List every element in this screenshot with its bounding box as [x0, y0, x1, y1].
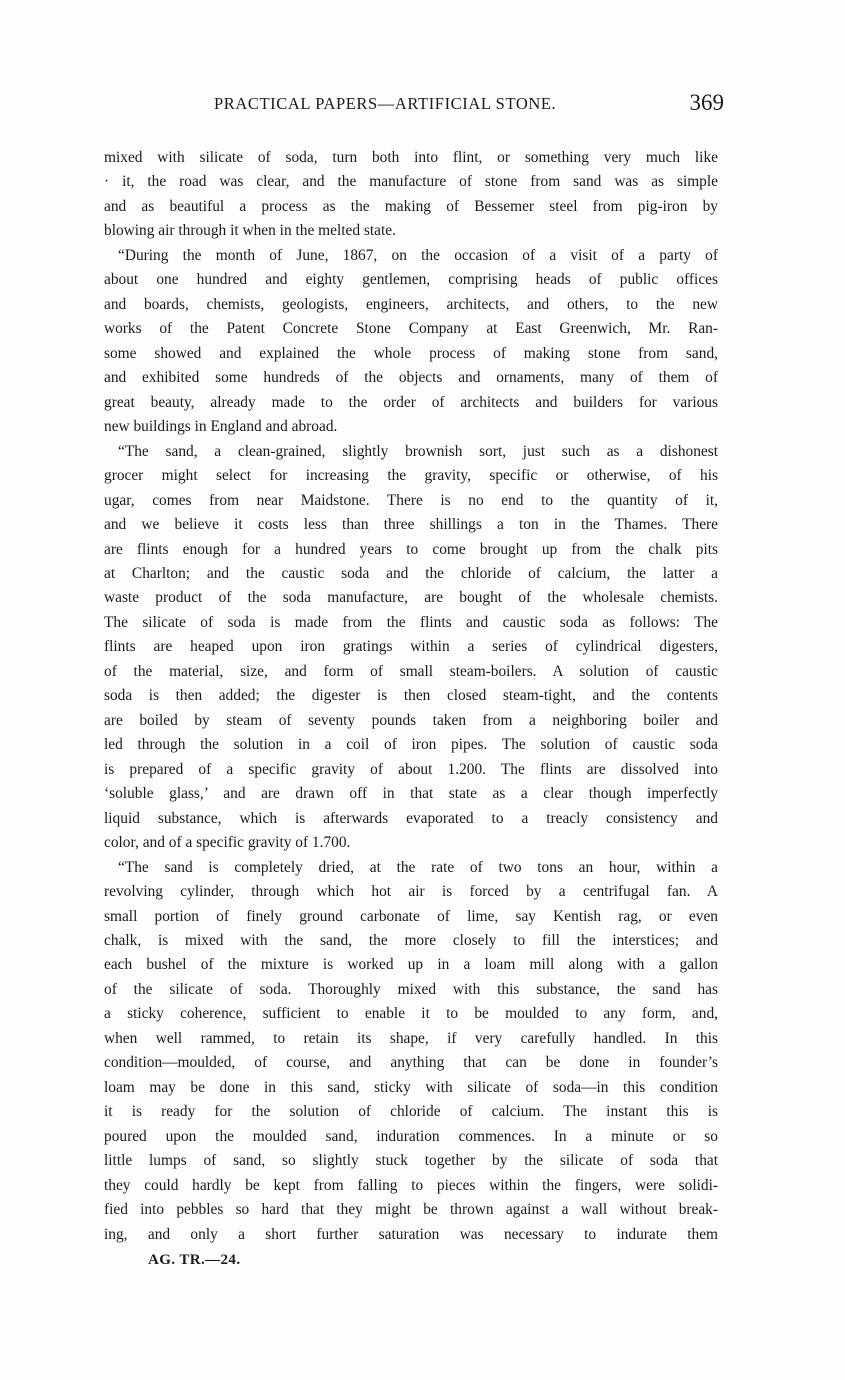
page-number: 369 — [689, 90, 724, 115]
text-line: it is ready for the solution of chloride of calcium. The instant this is — [104, 1103, 718, 1121]
text-line: they could hardly be kept from falling to pieces within the fingers, were solidi- — [104, 1176, 718, 1194]
paragraph-start-line: “During the month of June, 1867, on the occasion of a visit of a party of — [118, 246, 718, 264]
text-line: liquid substance, which is afterwards evaporated to a treacly consistency and — [104, 809, 718, 827]
body-text — [104, 146, 718, 1247]
paragraph-start-line: “The sand is completely dried, at the rate of two tons an hour, within a — [118, 858, 718, 876]
running-title: PRACTICAL PAPERS—ARTIFICIAL STONE. — [214, 94, 557, 113]
text-line: each bushel of the mixture is worked up in a loam mill along with a gallon — [104, 956, 718, 974]
text-line: chalk, is mixed with the sand, the more closely to fill the interstices; and — [104, 932, 718, 949]
text-line: · it, the road was clear, and the manufacture of stone from sand was as simple — [104, 173, 718, 191]
text-line: about one hundred and eighty gentlemen, comprising heads of public offices — [104, 271, 718, 289]
text-line: mixed with silicate of soda, turn both into flint, or something very much like — [104, 149, 718, 166]
text-line: little lumps of sand, so slightly stuck together by the silicate of soda that — [104, 1152, 718, 1170]
paragraph-start-line: “The sand, a clean-grained, slightly brownish sort, just such as a dishonest — [118, 442, 718, 460]
text-line: waste product of the soda manufacture, are bought of the wholesale chemists. — [104, 589, 718, 607]
text-line: led through the solution in a coil of iron pipes. The solution of caustic soda — [104, 736, 718, 754]
text-line: fied into pebbles so hard that they might be thrown against a wall without break- — [104, 1201, 718, 1219]
text-line: blowing air through it when in the melted state. — [104, 222, 396, 240]
text-line: a sticky coherence, sufficient to enable it to be moulded to any form, and, — [104, 1005, 718, 1023]
text-line: and exhibited some hundreds of the objects and ornaments, many of them of — [104, 369, 718, 387]
text-line: poured upon the moulded sand, induration commences. In a minute or so — [104, 1127, 718, 1145]
text-line: works of the Patent Concrete Stone Company at East Greenwich, Mr. Ran- — [104, 320, 718, 338]
text-line: and we believe it costs less than three shillings a ton in the Thames. There — [104, 516, 718, 534]
text-line: great beauty, already made to the order of architects and builders for various — [104, 393, 718, 411]
text-line: loam may be done in this sand, sticky with silicate of soda—in this condition — [104, 1078, 718, 1096]
text-line: revolving cylinder, through which hot air is forced by a centrifugal fan. A — [104, 883, 718, 901]
text-line: of the material, size, and form of small steam-boilers. A solution of caustic — [104, 662, 718, 680]
text-line: ugar, comes from near Maidstone. There is no end to the quantity of it, — [104, 491, 718, 509]
text-line: when well rammed, to retain its shape, if very carefully handled. In this — [104, 1029, 718, 1047]
text-line: grocer might select for increasing the gravity, specific or otherwise, of his — [104, 467, 718, 485]
text-line: at Charlton; and the caustic soda and the chloride of calcium, the latter a — [104, 564, 718, 582]
text-line: condition—moulded, of course, and anything that can be done in founder’s — [104, 1054, 718, 1072]
text-line: of the silicate of soda. Thoroughly mixed with this substance, the sand has — [104, 980, 718, 998]
text-line: small portion of finely ground carbonate of lime, say Kentish rag, or even — [104, 907, 718, 925]
running-head — [104, 90, 724, 122]
text-line: are boiled by steam of seventy pounds taken from a neighboring boiler and — [104, 711, 718, 729]
text-line: soda is then added; the digester is then closed steam-tight, and the contents — [104, 687, 718, 705]
text-line: are flints enough for a hundred years to come brought up from the chalk pits — [104, 540, 718, 558]
text-line: is prepared of a specific gravity of about 1.200. The flints are dissolved into — [104, 760, 718, 778]
text-line: color, and of a specific gravity of 1.700. — [104, 834, 351, 852]
signature-mark: AG. TR.—24. — [148, 1252, 241, 1268]
text-line: some showed and explained the whole process of making stone from sand, — [104, 344, 718, 362]
text-line: flints are heaped upon iron gratings within a series of cylindrical digesters, — [104, 638, 718, 656]
text-line: ing, and only a short further saturation was necessary to indurate them — [104, 1225, 718, 1243]
text-line: The silicate of soda is made from the flints and caustic soda as follows: The — [104, 613, 718, 631]
text-line: and as beautiful a process as the making of Bessemer steel from pig-iron by — [104, 197, 718, 215]
text-line: ‘soluble glass,’ and are drawn off in that state as a clear though imperfectly — [104, 785, 718, 803]
text-line: new buildings in England and abroad. — [104, 418, 338, 436]
text-line: and boards, chemists, geologists, engineers, architects, and others, to the new — [104, 295, 718, 313]
